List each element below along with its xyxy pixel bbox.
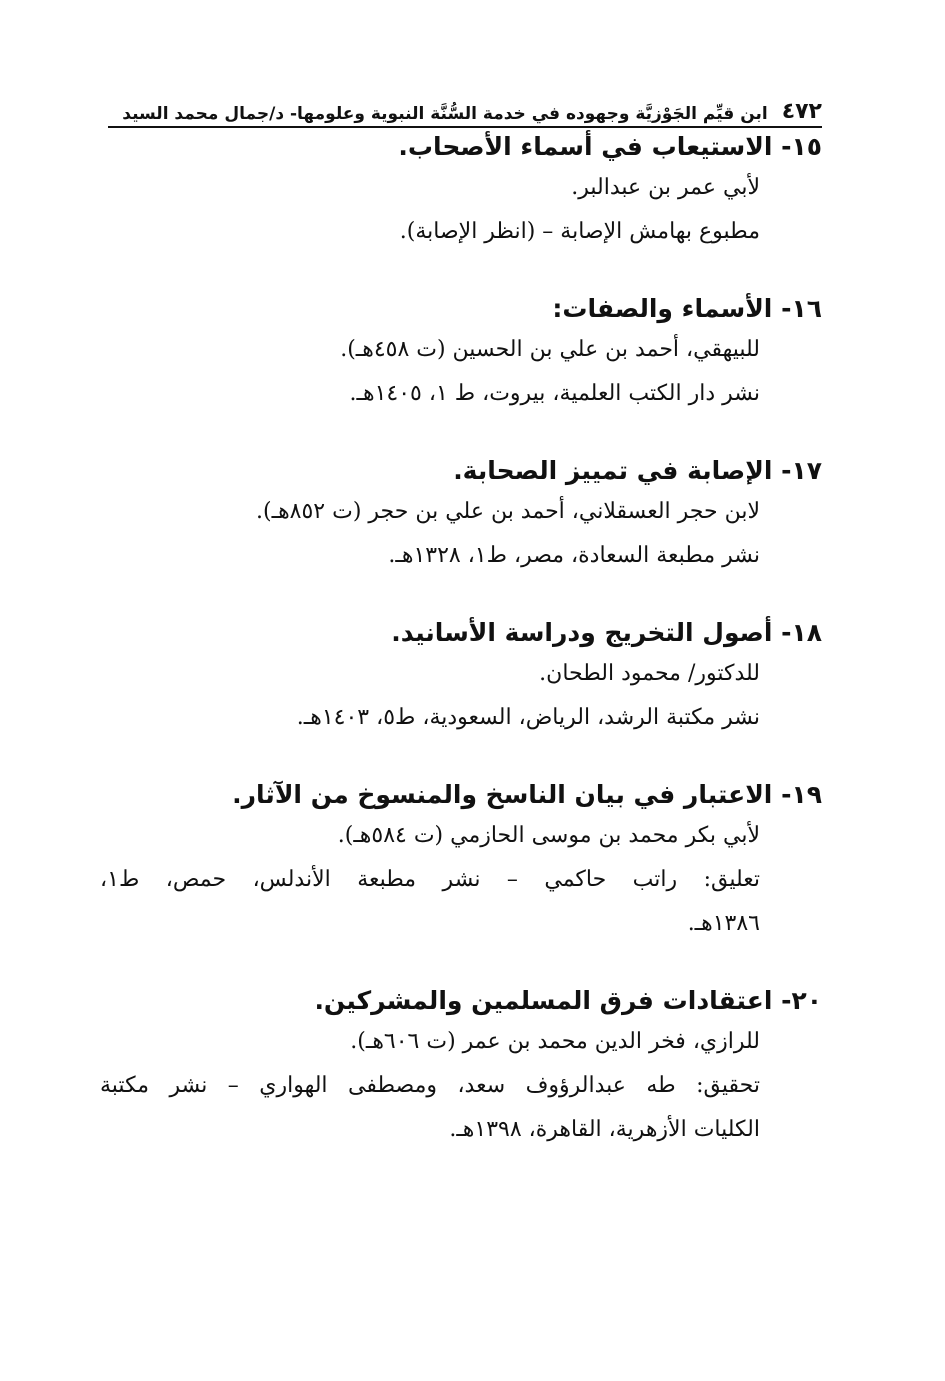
bibliography-entry-19 xyxy=(100,776,822,946)
entry-title: ١٦- الأسماء والصفات: xyxy=(552,294,822,323)
page-header xyxy=(108,84,822,124)
entry-title: ١٨- أصول التخريج ودراسة الأسانيد. xyxy=(391,618,822,647)
entry-publication: تحقيق: طه عبدالرؤوف سعد، ومصطفى الهواري – نشر مكتبة xyxy=(100,1073,760,1098)
entry-publication: نشر دار الكتب العلمية، بيروت، ط ١، ١٤٠٥هـ. xyxy=(349,381,760,406)
entry-author: لأبي عمر بن عبدالبر. xyxy=(571,175,760,200)
entry-publication: نشر مطبعة السعادة، مصر، ط١، ١٣٢٨هـ. xyxy=(388,543,760,568)
page-number: ٤٧٢ xyxy=(781,99,822,124)
bibliography-entry-17 xyxy=(100,452,822,578)
entry-publication: تعليق: راتب حاكمي – نشر مطبعة الأندلس، حمص، ط١، xyxy=(100,867,760,892)
entry-title: ١٧- الإصابة في تمييز الصحابة. xyxy=(453,456,822,485)
running-title: ابن قيِّم الجَوْزيَّة وجهوده في خدمة السُّنَّة النبوية وعلومها- د/جمال محمد السيد xyxy=(122,104,768,124)
entry-publication-continued: ١٣٨٦هـ. xyxy=(687,911,760,936)
bibliography-entry-15 xyxy=(100,128,822,254)
bibliography-list xyxy=(100,128,822,1152)
entry-title: ١٥- الاستيعاب في أسماء الأصحاب. xyxy=(398,132,822,161)
bibliography-entry-16 xyxy=(100,290,822,416)
entry-publication-continued: الكليات الأزهرية، القاهرة، ١٣٩٨هـ. xyxy=(449,1117,760,1142)
entry-author: لأبي بكر محمد بن موسى الحازمي (ت ٥٨٤هـ). xyxy=(337,823,760,848)
bibliography-entry-20 xyxy=(100,982,822,1152)
entry-author: للبيهقي، أحمد بن علي بن الحسين (ت ٤٥٨هـ). xyxy=(340,337,760,362)
entry-author: لابن حجر العسقلاني، أحمد بن علي بن حجر (ت ٨٥٢هـ). xyxy=(256,499,760,524)
bibliography-entry-18 xyxy=(100,614,822,740)
entry-publication: نشر مكتبة الرشد، الرياض، السعودية، ط٥، ١٤٠٣هـ. xyxy=(296,705,760,730)
entry-author: للرازي، فخر الدين محمد بن عمر (ت ٦٠٦هـ). xyxy=(350,1029,760,1054)
entry-author: للدكتور/ محمود الطحان. xyxy=(539,661,760,686)
entry-title: ١٩- الاعتبار في بيان الناسخ والمنسوخ من الآثار. xyxy=(232,780,822,809)
entry-title: ٢٠- اعتقادات فرق المسلمين والمشركين. xyxy=(314,986,822,1015)
entry-publication: مطبوع بهامش الإصابة – (انظر الإصابة). xyxy=(399,219,760,244)
